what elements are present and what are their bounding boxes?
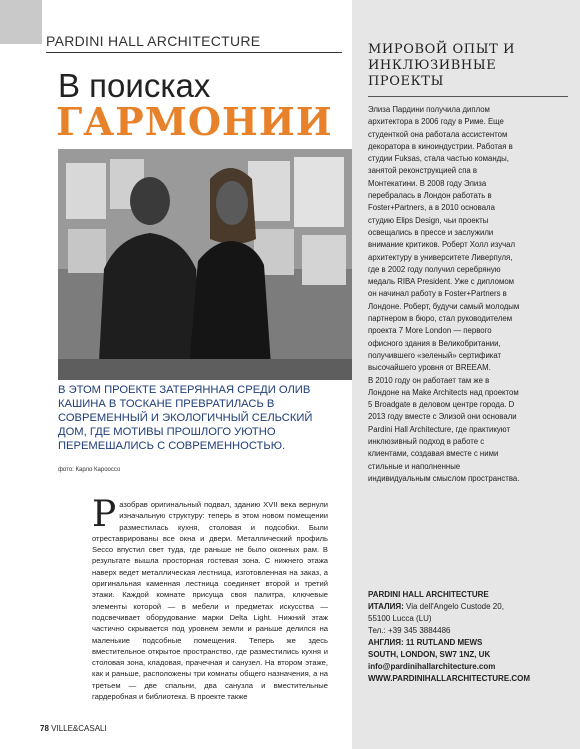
sidebar-body xyxy=(368,104,520,485)
contact-uk xyxy=(368,637,573,649)
sidebar xyxy=(352,0,580,749)
section-header: PARDINI HALL ARCHITECTURE xyxy=(46,33,261,49)
italy-address: Via dell'Angelo Custode 20, xyxy=(406,602,504,611)
uk-address: 11 RUTLAND MEWS xyxy=(405,638,483,647)
corner-tab xyxy=(0,0,42,44)
contact-block xyxy=(368,589,573,685)
page-footer xyxy=(40,724,107,733)
title-line-2: ГАРМОНИИ xyxy=(56,99,333,144)
sidebar-paragraph-1: Элиза Пардини получила диплом архитектора в 2006 году в Риме. Еще студенткой она работала ассистентом декоратора в киноиндустрии. Работая в студии Fuksas, стала частью команды, занятой реконструкцией спа в Монтекатини. В 2008 году Элиза перебралась в Лондон работать в Foster+Partners, а в 2010 основала студию Elips Design, чьи проекты освещались в прессе и заслужили внимание критиков. Роберт Холл изучал архитектуру в университете Ливерпуля, где в 2002 году получил серебряную медаль RIBA President. Уже с дипломом он начинал работу в Foster+Partners в Лондоне. Роберт, будучи самый молодым партнером в бюро, стал руководителем проекта 7 More London — первого офисного здания в Великобритании, получившего «зеленый» сертификат высочайшего уровня от BREEAM. xyxy=(368,105,520,373)
sidebar-paragraph-2: В 2010 году он работает там же в Лондоне на Make Architects над проектом 5 Broadgate в деловом центре города. D 2013 году вместе с Элизой они основали Pardini Hall Architecture, где практикуют инклюзивный подход в работе с клиентами, создавая вместе с ними стильные и наполненные индивидуальным смыслом пространства. xyxy=(368,375,520,483)
article-body-text: азобрав оригинальный подвал, зданию XVII века вернули изначальную структуру: теперь в этом новом помещении разместилась кухня, столовая и подсобки. Были отреставрированы все окна и двери. Металлический профиль Secco впустил свет туда, где раньше не было оконных рам. В результате вышла просторная гостевая зона. С нижнего этажа наверх ведет металлическая лестница, изготовленная на заказ, а оригинальная каменная лестница соединяет второй и третий этажи. Каждой комнате присуща своя палитра, ключевые элементы которой — в мебели и предметах искусства — подсвечивает оборудование марки Delta Light. Нижний этаж частично скрывается под уровнем земли и раньше делился на маленькие подсобные помещения. Теперь же здесь вместительное открытое пространство, где разместились кухня и столовая зона, кладовая, прачечная и санузел. На втором этаже, как и раньше, расположены три комнаты общего назначения, а на третьем — две спальни, два санузла и вместительные гардеробная и библиотека. В проекте также xyxy=(92,500,328,702)
sidebar-title: МИРОВОЙ ОПЫТ И ИНКЛЮЗИВНЫЕ ПРОЕКТЫ xyxy=(368,42,516,89)
header-rule xyxy=(46,52,342,53)
contact-email[interactable]: info@pardinihallarchitecture.com xyxy=(368,662,496,671)
page-number: 78 xyxy=(40,724,49,733)
contact-name: PARDINI HALL ARCHITECTURE xyxy=(368,590,489,599)
contact-website[interactable]: WWW.PARDINIHALLARCHITECTURE.COM xyxy=(368,674,531,683)
uk-city: SOUTH, LONDON, SW7 1NZ, UK xyxy=(368,650,491,659)
sidebar-rule xyxy=(368,96,568,97)
contact-italy xyxy=(368,601,573,613)
italy-label: ИТАЛИЯ: xyxy=(368,602,404,611)
drop-cap: Р xyxy=(92,494,117,535)
italy-city: 55100 Lucca (LU) xyxy=(368,614,432,623)
lead-paragraph: В ЭТОМ ПРОЕКТЕ ЗАТЕРЯННАЯ СРЕДИ ОЛИВ КАШИНА В ТОСКАНЕ ПРЕВРАТИЛАСЬ В СОВРЕМЕННЫЙ И ЭКОЛОГИЧНЫЙ СЕЛЬСКИЙ ДОМ, ГДЕ МОТИВЫ ПРОШЛОГО УЮТНО ПЕРЕМЕШАЛИСЬ С СОВРЕМЕННОСТЬЮ. xyxy=(58,384,313,452)
uk-label: АНГЛИЯ: xyxy=(368,638,404,647)
contact-phone: Тел.: +39 345 3884486 xyxy=(368,626,451,635)
photo-illustration xyxy=(58,149,352,380)
portrait-photo xyxy=(58,149,352,380)
article-body xyxy=(92,494,328,702)
title-line-1: В поисках xyxy=(58,67,211,104)
magazine-name: VILLE&CASALI xyxy=(51,724,107,733)
photo-credit: фото: Карло Карооссо xyxy=(58,467,121,473)
